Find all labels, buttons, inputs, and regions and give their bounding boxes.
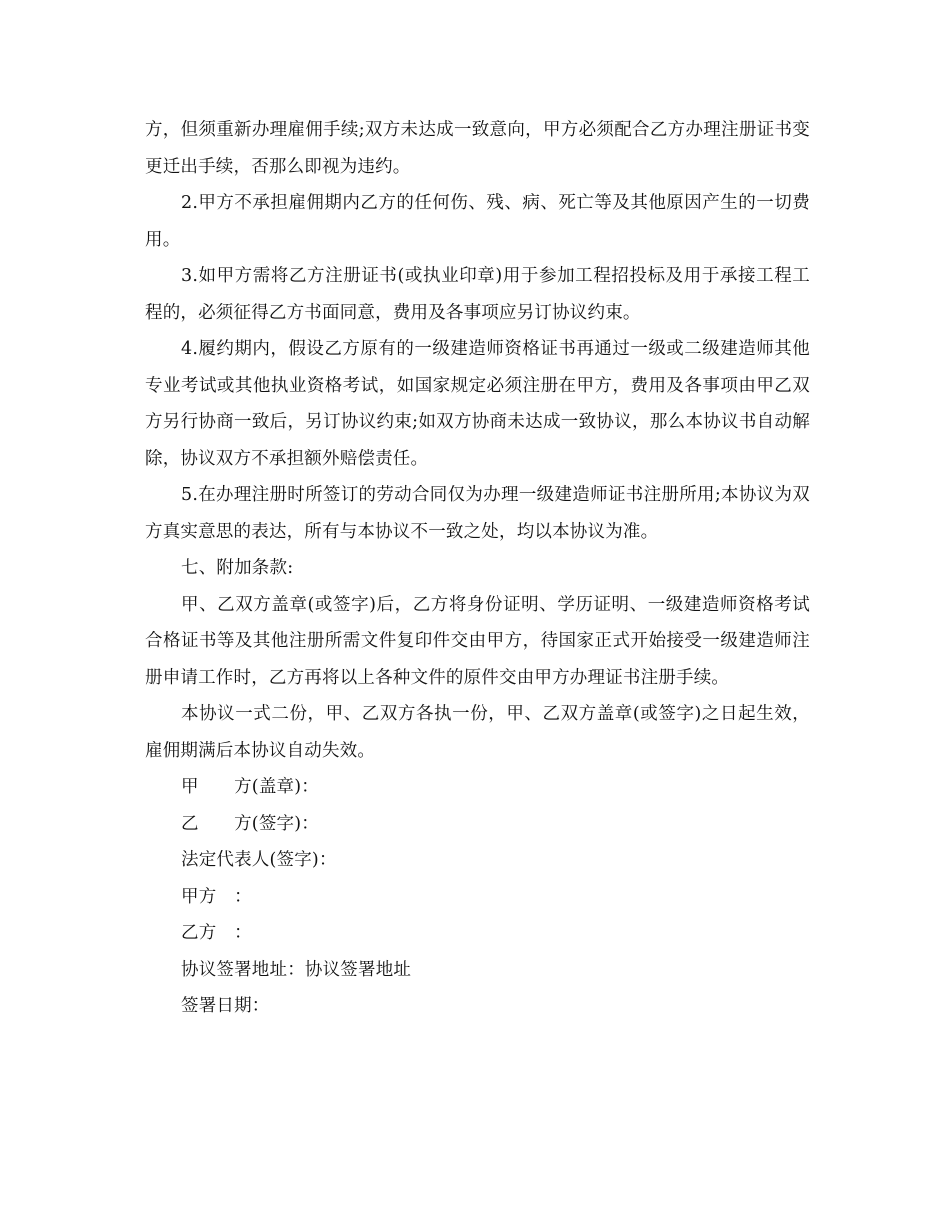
clause-3: 3.如甲方需将乙方注册证书(或执业印章)用于参加工程招投标及用于承接工程工程的，必须征得乙方书面同意，费用及各事项应另订协议约束。 [145, 266, 810, 323]
clause-4: 4.履约期内，假设乙方原有的一级建造师资格证书再通过一级或二级建造师其他专业考试或其他执业资格考试，如国家规定必须注册在甲方，费用及各事项由甲乙双方另行协商一致后，另订协议约束;如双方协商未达成一致协议，那么本协议书自动解除，协议双方不承担额外赔偿责任。 [145, 339, 810, 469]
section-heading-additional-terms: 七、附加条款: [181, 558, 294, 578]
additional-terms-paragraph: 甲、乙双方盖章(或签字)后，乙方将身份证明、学历证明、一级建造师资格考试合格证书等及其他注册所需文件复印件交由甲方，待国家正式开始接受一级建造师注册申请工作时，乙方再将以上各种文件的原件交由甲方办理证书注册手续。 [145, 594, 810, 688]
paragraph-continuation: 方，但须重新办理雇佣手续;双方未达成一致意向，甲方必须配合乙方办理注册证书变更迁出手续，否那么即视为违约。 [145, 120, 810, 177]
clause-5: 5.在办理注册时所签订的劳动合同仅为办理一级建造师证书注册所用;本协议为双方真实意思的表达，所有与本协议不一致之处，均以本协议为准。 [145, 485, 810, 542]
signing-date-line: 签署日期： [181, 996, 270, 1016]
signing-address-line: 协议签署地址：协议签署地址 [181, 959, 412, 980]
party-a-seal-line: 甲 方(盖章)： [181, 777, 319, 797]
party-b-signature-line: 乙 方(签字)： [181, 813, 319, 834]
party-b-line: 乙方 ： [181, 923, 252, 943]
party-a-line: 甲方 ： [181, 886, 252, 907]
validity-paragraph: 本协议一式二份，甲、乙双方各执一份，甲、乙双方盖章(或签字)之日起生效，雇佣期满后本协议自动失效。 [145, 704, 810, 761]
clause-2: 2.甲方不承担雇佣期内乙方的任何伤、残、病、死亡等及其他原因产生的一切费用。 [145, 193, 810, 250]
document-body [145, 112, 810, 1025]
legal-representative-line: 法定代表人(签字)： [181, 850, 337, 870]
